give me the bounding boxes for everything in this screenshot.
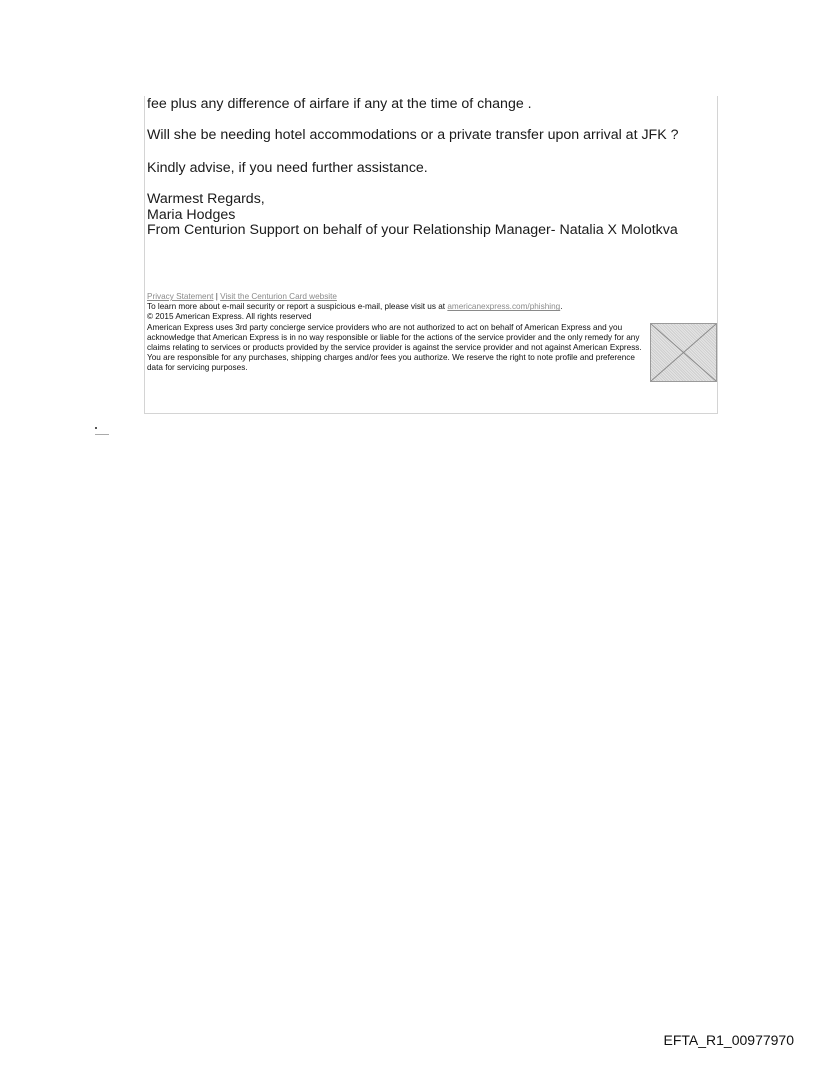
- email-body-frame: [144, 96, 718, 414]
- copyright-text: © 2015 American Express. All rights reserved: [147, 312, 312, 322]
- footer-links-row: [147, 292, 647, 302]
- security-notice-text: To learn more about e-mail security or report a suspicious e-mail, please visit us at: [147, 302, 446, 312]
- page-artifact-mark: [95, 427, 109, 437]
- body-line-kindly-advise: Kindly advise, if you need further assistance.: [147, 160, 428, 176]
- footer-link-separator: |: [215, 292, 218, 301]
- artifact-dot: [95, 427, 97, 429]
- broken-image-x-icon: [651, 324, 716, 381]
- disclaimer-text: American Express uses 3rd party concierge service providers who are not authorized to act on behalf of American Express and you acknowledge that American Express is in no way responsible or liable for the actions of the service provider and the only remedy for any claims relating to services or products provided by the service provider is against the service provider and not against American Express. You are responsible for any purchases, shipping charges and/or fees you authorize. We reserve the right to note profile and preference data for servicing purposes.: [147, 322, 642, 373]
- security-notice-suffix: .: [560, 302, 563, 312]
- signature-closing: Warmest Regards,: [147, 191, 265, 207]
- email-footer: [147, 292, 647, 374]
- broken-image-icon: [650, 323, 717, 382]
- centurion-website-link[interactable]: Visit the Centurion Card website: [220, 292, 337, 301]
- privacy-statement-link[interactable]: Privacy Statement: [147, 292, 214, 301]
- body-line-airfare: fee plus any difference of airfare if any at the time of change .: [147, 96, 532, 112]
- artifact-line: [95, 434, 109, 435]
- signature-name: Maria Hodges: [147, 206, 236, 223]
- signature-from-line: From Centurion Support on behalf of your Relationship Manager- Natalia X Molotkva: [147, 222, 678, 238]
- security-notice: [147, 302, 647, 312]
- bates-number: EFTA_R1_00977970: [663, 1032, 794, 1048]
- phishing-link[interactable]: americanexpress.com/phishing: [447, 302, 561, 312]
- signature-block: [147, 192, 678, 239]
- body-line-hotel-question: Will she be needing hotel accommodations or a private transfer upon arrival at JFK ?: [147, 127, 679, 143]
